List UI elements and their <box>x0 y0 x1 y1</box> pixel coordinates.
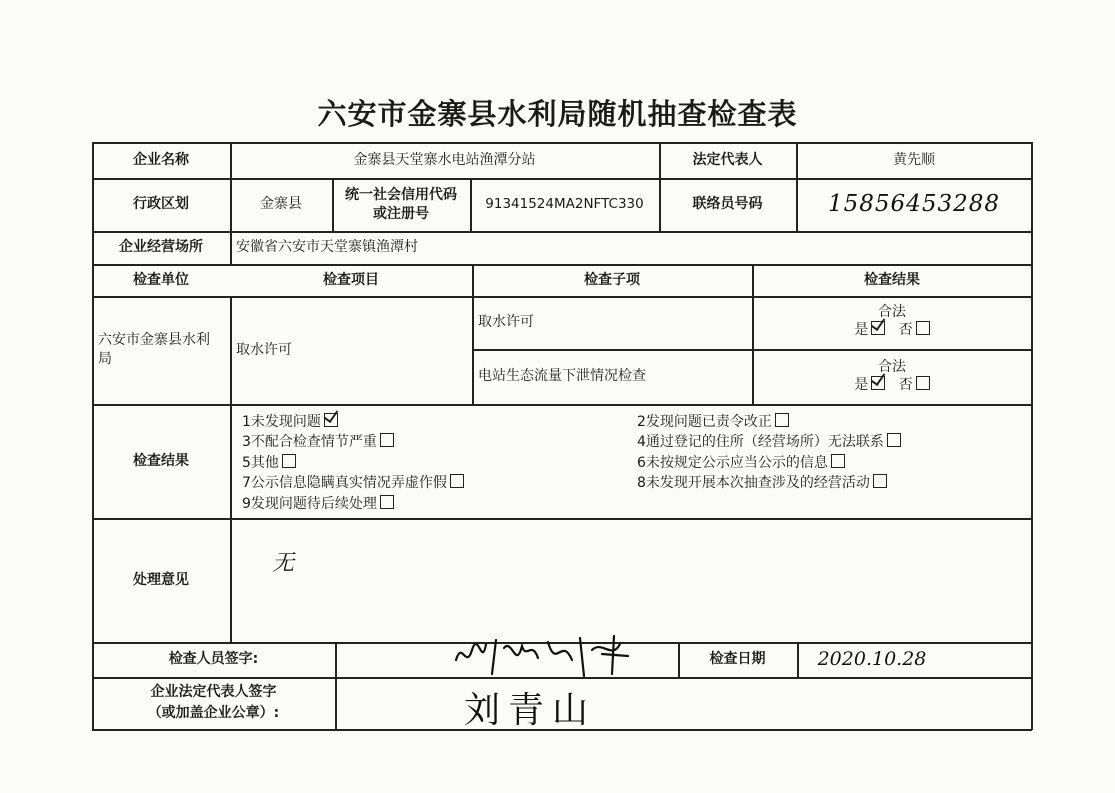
form-title: 六安市金寨县水利局随机抽查检查表 <box>317 97 798 131</box>
legal-sign-label <box>92 677 335 729</box>
results-label: 检查结果 <box>133 452 189 469</box>
inspector-signature-icon <box>452 630 642 680</box>
result-option-3-checkbox[interactable] <box>380 433 394 447</box>
subitem-2-no-label: 否 <box>898 377 913 393</box>
subitem-1-name: 取水许可 <box>478 314 534 330</box>
subitem-1-yes-label: 是 <box>854 322 869 338</box>
result-option-2[interactable]: 2发现问题已责令改正 <box>637 412 789 432</box>
subitem-2-no-checkbox[interactable] <box>916 376 930 390</box>
address-value: 安徽省六安市天堂寨镇渔潭村 <box>236 239 418 255</box>
inspection-subitem-header: 检查子项 <box>584 271 640 288</box>
result-option-7[interactable]: 7公示信息隐瞒真实情况弄虚作假 <box>242 473 464 493</box>
result-option-9[interactable]: 9发现问题待后续处理 <box>242 494 394 514</box>
legal-rep-label: 法定代表人 <box>692 151 763 168</box>
credit-code-label-line2: 或注册号 <box>373 205 429 222</box>
date-label: 检查日期 <box>709 651 766 667</box>
opinion-handwritten: 无 <box>272 551 295 576</box>
result-option-9-checkbox[interactable] <box>380 495 394 509</box>
subitem-2-result <box>832 359 952 394</box>
inspection-item-header: 检查项目 <box>323 271 379 288</box>
inspector-sign-label: 检查人员签字: <box>168 651 259 667</box>
result-option-6[interactable]: 6未按规定公示应当公示的信息 <box>637 453 845 473</box>
subitem-1-no-checkbox[interactable] <box>916 321 930 335</box>
result-option-7-checkbox[interactable] <box>450 474 464 488</box>
result-option-4[interactable]: 4通过登记的住所（经营场所）无法联系 <box>637 432 901 452</box>
address-label: 企业经营场所 <box>119 239 203 255</box>
result-option-1[interactable]: 1未发现问题 <box>242 412 338 432</box>
region-label: 行政区划 <box>133 196 189 212</box>
company-name-label: 企业名称 <box>133 151 189 168</box>
result-option-5[interactable]: 5其他 <box>242 453 296 473</box>
inspection-form-table <box>92 142 1032 730</box>
subitem-1-result <box>832 304 952 339</box>
subitem-2-yes-label: 是 <box>854 377 869 393</box>
result-option-6-checkbox[interactable] <box>831 454 845 468</box>
result-option-3[interactable]: 3不配合检查情节严重 <box>242 432 394 452</box>
contact-label: 联络员号码 <box>692 196 763 212</box>
credit-code-label-line1: 统一社会信用代码 <box>345 186 457 203</box>
inspection-date-handwritten: 2020.10.28 <box>817 648 927 670</box>
subitem-1-no-label: 否 <box>898 322 913 338</box>
result-option-5-checkbox[interactable] <box>282 454 296 468</box>
company-name-value: 金寨县天堂寨水电站渔潭分站 <box>353 151 536 168</box>
subitem-1-legal-label: 合法 <box>878 304 906 320</box>
inspection-unit-value: 六安市金寨县水利局 <box>98 332 210 367</box>
result-option-2-checkbox[interactable] <box>775 413 789 427</box>
result-option-1-checkbox[interactable] <box>324 413 338 427</box>
subitem-1-yes-checkbox[interactable] <box>871 321 885 335</box>
subitem-2-name: 电站生态流量下泄情况检查 <box>478 368 646 384</box>
subitem-2-yes-checkbox[interactable] <box>871 376 885 390</box>
result-option-8-checkbox[interactable] <box>873 474 887 488</box>
result-option-4-checkbox[interactable] <box>887 433 901 447</box>
result-option-8[interactable]: 8未发现开展本次抽查涉及的经营活动 <box>637 473 887 493</box>
legal-sign-label-line2: （或加盖企业公章）: <box>147 705 280 721</box>
region-value: 金寨县 <box>260 196 302 212</box>
credit-code-label <box>332 178 470 231</box>
inspection-result-header: 检查结果 <box>864 271 920 288</box>
contact-number-handwritten: 15856453288 <box>828 191 1000 217</box>
legal-rep-signature-handwritten: 刘青山 <box>464 690 597 731</box>
legal-rep-value: 黄先顺 <box>893 151 935 168</box>
opinion-label: 处理意见 <box>133 571 189 588</box>
legal-sign-label-line1: 企业法定代表人签字 <box>150 684 277 700</box>
inspection-item-value: 取水许可 <box>236 341 292 358</box>
subitem-2-legal-label: 合法 <box>878 359 906 375</box>
inspection-unit-header: 检查单位 <box>133 271 189 288</box>
credit-code-value: 91341524MA2NFTC330 <box>485 196 644 212</box>
